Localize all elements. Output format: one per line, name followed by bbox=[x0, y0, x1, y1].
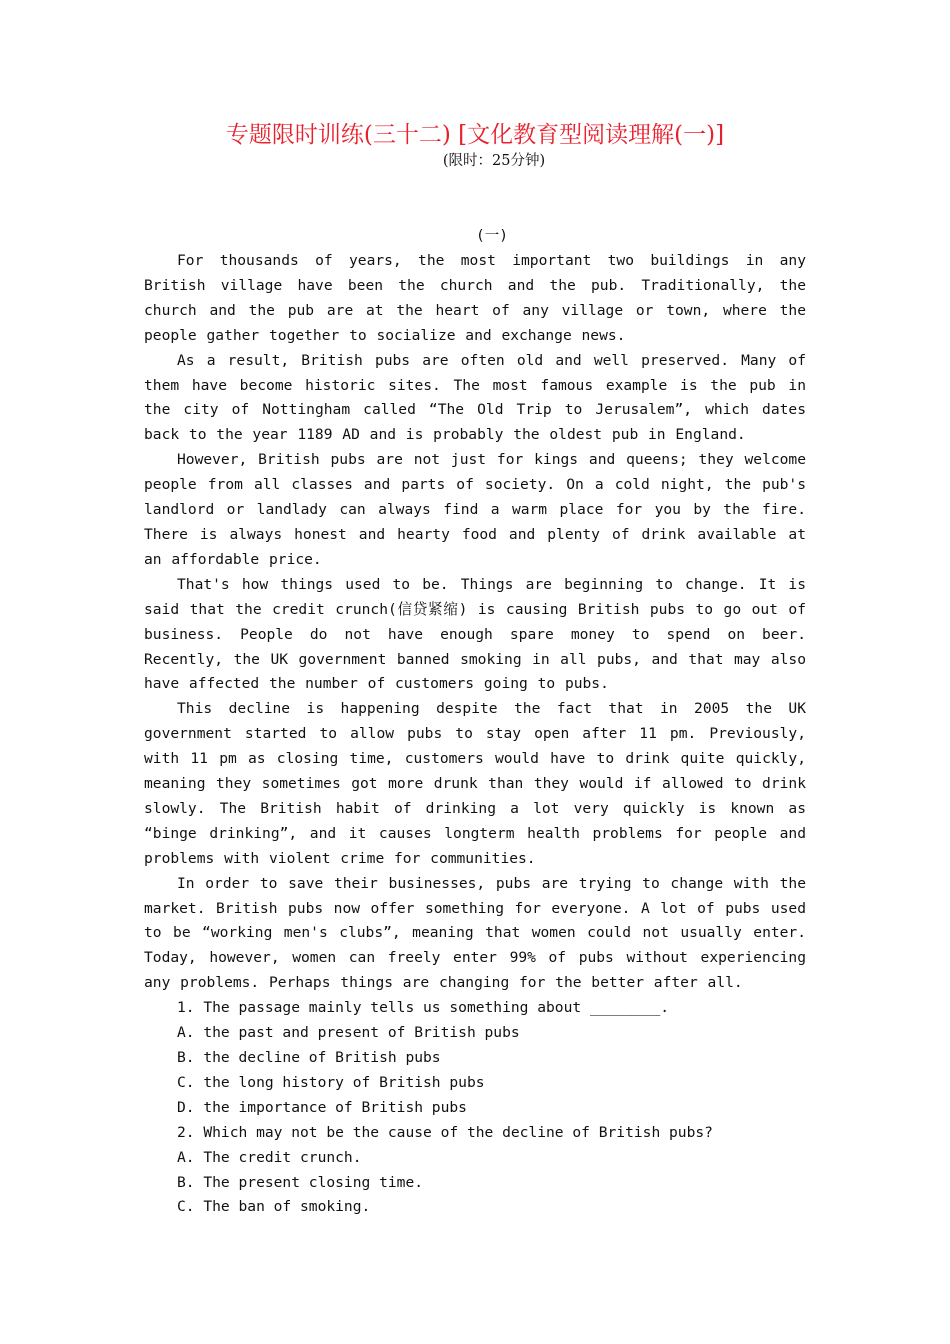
question-2-option-a[interactable]: A. The credit crunch. bbox=[177, 1148, 362, 1166]
section-label: (一) bbox=[476, 228, 508, 244]
question-1-option-c[interactable]: C. the long history of British pubs bbox=[177, 1073, 485, 1091]
question-1-stem: 1. The passage mainly tells us something about ________. bbox=[177, 999, 670, 1017]
passage-paragraph-1: For thousands of years, the most important two buildings in any British village have been the church and the pub. Traditionally, the church and the pub are at the heart of any village or town, where the people gather together to socialize and exchange news. bbox=[144, 252, 806, 344]
passage-paragraph-5: This decline is happening despite the fact that in 2005 the UK government started to allow pubs to stay open after 11 pm. Previously, with 11 pm as closing time, customers would have to drink quite quickly, meaning they sometimes got more drunk than they would if allowed to drink slowly. The British habit of drinking a lot very quickly is known as “binge drinking”, and it causes longterm health problems for people and problems with violent crime for communities. bbox=[144, 700, 806, 867]
page-title: 专题限时训练(三十二) [文化教育型阅读理解(一)] bbox=[225, 122, 725, 148]
question-1-option-a[interactable]: A. the past and present of British pubs bbox=[177, 1024, 520, 1042]
question-1-option-d[interactable]: D. the importance of British pubs bbox=[177, 1098, 467, 1116]
passage-and-questions bbox=[144, 249, 806, 1220]
passage-paragraph-3: However, British pubs are not just for kings and queens; they welcome people from all classes and parts of society. On a cold night, the pub's landlord or landlady can always find a warm place for you by the fire. There is always honest and hearty food and plenty of drink available at an affordable price. bbox=[144, 451, 806, 568]
time-limit: (限时：25分钟) bbox=[442, 153, 546, 169]
question-1-option-b[interactable]: B. the decline of British pubs bbox=[177, 1049, 441, 1066]
passage-paragraph-4: That's how things used to be. Things are beginning to change. It is said that the credit crunch(信贷紧缩) is causing British pubs to go out of business. People do not have enough spare money to spend on beer. Recently, the UK government banned smoking in all pubs, and that may also have affected the number of customers going to pubs. bbox=[144, 575, 806, 693]
passage-paragraph-6: In order to save their businesses, pubs are trying to change with the market. British pubs now offer something for everyone. A lot of pubs used to be “working men's clubs”, meaning that women could not usually enter. Today, however, women can freely enter 99% of pubs without experiencing any problems. Perhaps things are changing for the better after all. bbox=[144, 874, 806, 992]
question-2-option-c[interactable]: C. The ban of smoking. bbox=[177, 1198, 371, 1216]
passage-paragraph-2: As a result, British pubs are often old and well preserved. Many of them have become historic sites. The most famous example is the pub in the city of Nottingham called “The Old Trip to Jerusalem”, which dates back to the year 1189 AD and is probably the oldest pub in England. bbox=[144, 351, 806, 444]
question-2-stem: 2. Which may not be the cause of the decline of British pubs? bbox=[177, 1123, 713, 1141]
question-2-option-b[interactable]: B. The present closing time. bbox=[177, 1173, 424, 1191]
